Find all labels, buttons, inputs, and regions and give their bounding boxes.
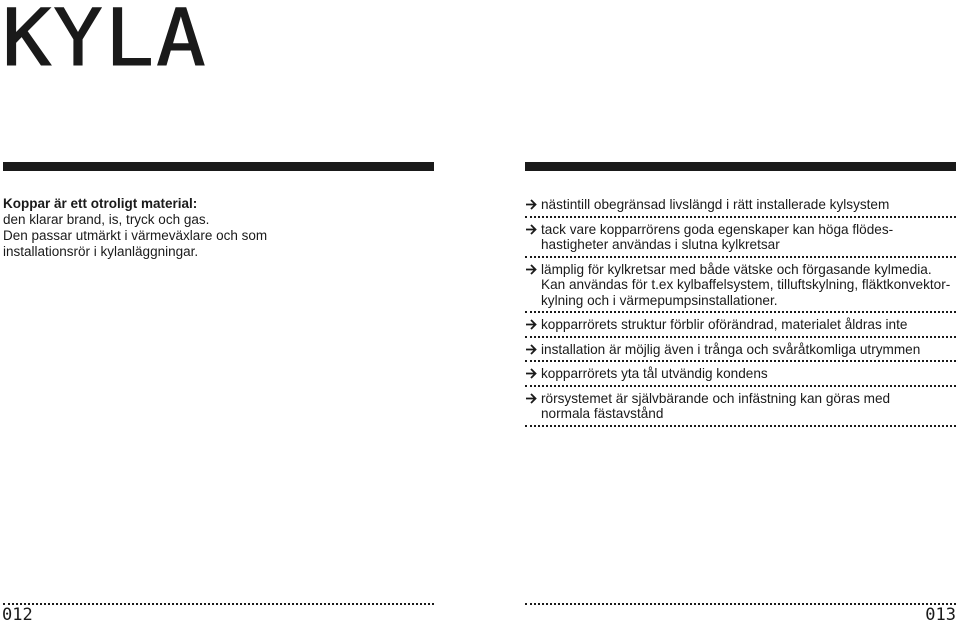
footer-divider-left xyxy=(3,603,434,605)
list-item-text: tack vare kopparrörens goda egenskaper kan höga flödes- hastigheter användas i slutna kylkretsar xyxy=(541,221,894,252)
list-item xyxy=(525,218,956,258)
page-number-left: 012 xyxy=(2,605,33,625)
header-bar-left xyxy=(3,162,434,171)
feature-list xyxy=(525,193,956,427)
arrow-right-icon xyxy=(525,391,537,406)
page-number-right: 013 xyxy=(925,605,956,625)
footer-divider-right xyxy=(525,603,956,605)
intro-line: den klarar brand, is, tryck och gas. xyxy=(3,212,210,227)
list-item xyxy=(525,258,956,314)
page-title: KYLA xyxy=(2,0,208,84)
intro-text xyxy=(3,196,303,260)
list-item xyxy=(525,338,956,363)
list-item-text: nästintill obegränsad livslängd i rätt installerade kylsystem xyxy=(541,197,890,212)
list-item-text: rörsystemet är självbärande och infästning kan göras med normala fästavstånd xyxy=(541,390,891,421)
list-item xyxy=(525,313,956,338)
arrow-right-icon xyxy=(525,262,537,277)
list-item xyxy=(525,362,956,387)
list-item-text: kopparrörets struktur förblir oförändrad, materialet åldras inte xyxy=(541,317,908,332)
list-item-text: kopparrörets yta tål utvändig kondens xyxy=(541,366,768,381)
list-item-text: installation är möjlig även i trånga och svåråtkomliga utrymmen xyxy=(541,341,921,357)
list-item-text: lämplig för kylkretsar med både vätske och förgasande kylmedia. Kan användas för t.ex kylbaffelsystem, tilluftskylning, fläktkonvektor- kylning och i värmepumpsinstallationer. xyxy=(541,261,951,308)
arrow-right-icon xyxy=(525,342,537,357)
arrow-right-icon xyxy=(525,197,537,212)
intro-lead: Koppar är ett otroligt material: xyxy=(3,196,198,211)
arrow-right-icon xyxy=(525,317,537,332)
header-bar-right xyxy=(525,162,956,171)
arrow-right-icon xyxy=(525,366,537,381)
list-item xyxy=(525,387,956,427)
arrow-right-icon xyxy=(525,222,537,237)
intro-line: Den passar utmärkt i värmeväxlare och som xyxy=(3,228,268,243)
intro-line: installationsrör i kylanläggningar. xyxy=(3,244,199,259)
list-item xyxy=(525,193,956,218)
